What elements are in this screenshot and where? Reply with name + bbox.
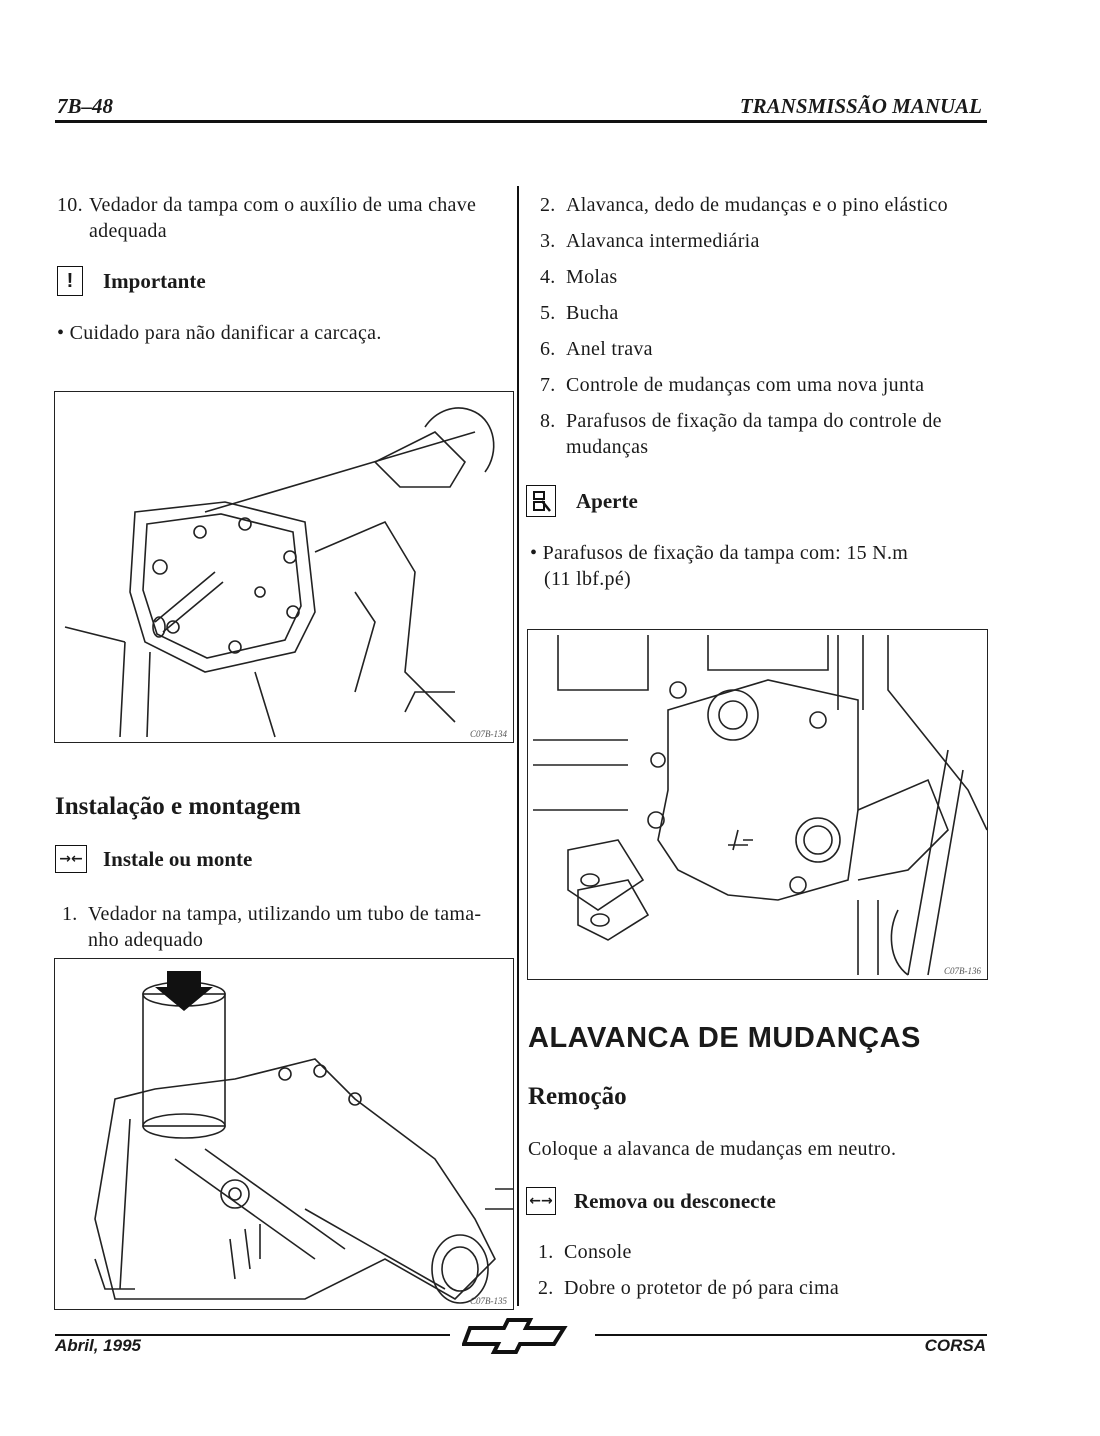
list-item (540, 264, 990, 290)
figure-code: C07B-135 (470, 1296, 507, 1306)
list-item (540, 228, 990, 254)
step-text-line2: mudanças (566, 436, 649, 458)
chapter-section-title: ALAVANCA DE MUDANÇAS (528, 1022, 921, 1054)
step-text: Bucha (566, 302, 619, 324)
step-text: Alavanca, dedo de mudanças e o pino elástico (566, 194, 948, 216)
column-divider (517, 186, 519, 1306)
footer-model: CORSA (924, 1336, 986, 1355)
important-bullet: • Cuidado para não danificar a carcaça. (57, 322, 382, 344)
torque-bullet-line1: • Parafusos de fixação da tampa com: 15 N.m (530, 542, 909, 564)
step-number: 10. (57, 194, 83, 216)
list-item (538, 1239, 978, 1265)
installation-heading: Instalação e montagem (55, 793, 301, 820)
install-callout (55, 845, 252, 873)
remove-callout (526, 1187, 776, 1215)
important-callout (57, 266, 206, 296)
removal-heading: Remoção (528, 1083, 627, 1110)
page-number: 7B–48 (57, 94, 114, 118)
step-number: 6. (540, 338, 556, 360)
step-text-line1: Vedador na tampa, utilizando um tubo de tama- (88, 903, 482, 925)
torque-label: Aperte (576, 488, 638, 513)
step-text: Molas (566, 266, 618, 288)
step-number: 3. (540, 230, 556, 252)
figure-shift-control-cover (527, 629, 988, 980)
torque-bullet-line2: (11 lbf.pé) (544, 568, 631, 590)
list-item (540, 336, 990, 362)
figure-seal-installation (54, 958, 514, 1310)
step-text: Controle de mudanças com uma nova junta (566, 374, 925, 396)
figure-code: C07B-136 (944, 966, 981, 976)
step-list (540, 192, 990, 460)
step-number: 1. (62, 903, 78, 925)
step-text-line1: Vedador da tampa com o auxílio de uma chave (89, 194, 477, 216)
bowtie-logo-icon (462, 1316, 572, 1356)
list-item (540, 300, 990, 326)
remove-label: Remova ou desconecte (574, 1188, 776, 1213)
figure-code: C07B-134 (470, 729, 507, 739)
step-text: Dobre o protetor de pó para cima (564, 1277, 840, 1299)
important-label: Importante (103, 268, 206, 293)
step-text-line2: adequada (89, 220, 167, 242)
install-step-1 (62, 901, 512, 953)
footer-date: Abril, 1995 (55, 1336, 141, 1355)
step-number: 2. (540, 194, 556, 216)
step-text: Alavanca intermediária (566, 230, 760, 252)
list-item (540, 372, 990, 398)
torque-bullet (530, 540, 908, 592)
step-text: Anel trava (566, 338, 653, 360)
list-item (538, 1275, 978, 1301)
step-item-8 (540, 408, 990, 460)
step-number: 2. (538, 1277, 554, 1299)
header-rule (55, 120, 987, 123)
list-item (540, 192, 990, 218)
figure-seal-installation-drawing (55, 959, 513, 1309)
section-header-title: TRANSMISSÃO MANUAL (739, 94, 982, 118)
figure-shift-control-cover-drawing (528, 630, 987, 979)
torque-wrench-icon (526, 485, 556, 517)
figure-cover-seal-removal (54, 391, 514, 743)
step-text-line1: Parafusos de fixação da tampa do controle de (566, 410, 942, 432)
step-number: 7. (540, 374, 556, 396)
important-icon: ! (57, 266, 83, 296)
removal-intro: Coloque a alavanca de mudanças em neutro. (528, 1138, 897, 1160)
step-text-line2: nho adequado (88, 929, 204, 951)
torque-callout (526, 485, 638, 517)
step-number: 5. (540, 302, 556, 324)
step-number: 8. (540, 410, 556, 432)
install-label: Instale ou monte (103, 846, 253, 871)
figure-cover-seal-removal-drawing (55, 392, 513, 742)
step-number: 1. (538, 1241, 554, 1263)
step-number: 4. (540, 266, 556, 288)
removal-step-list (538, 1239, 978, 1301)
remove-arrows-icon: ←→ (526, 1187, 556, 1215)
step-text: Console (564, 1241, 632, 1263)
install-arrows-icon: →← (55, 845, 87, 873)
step-item-10 (57, 192, 512, 244)
